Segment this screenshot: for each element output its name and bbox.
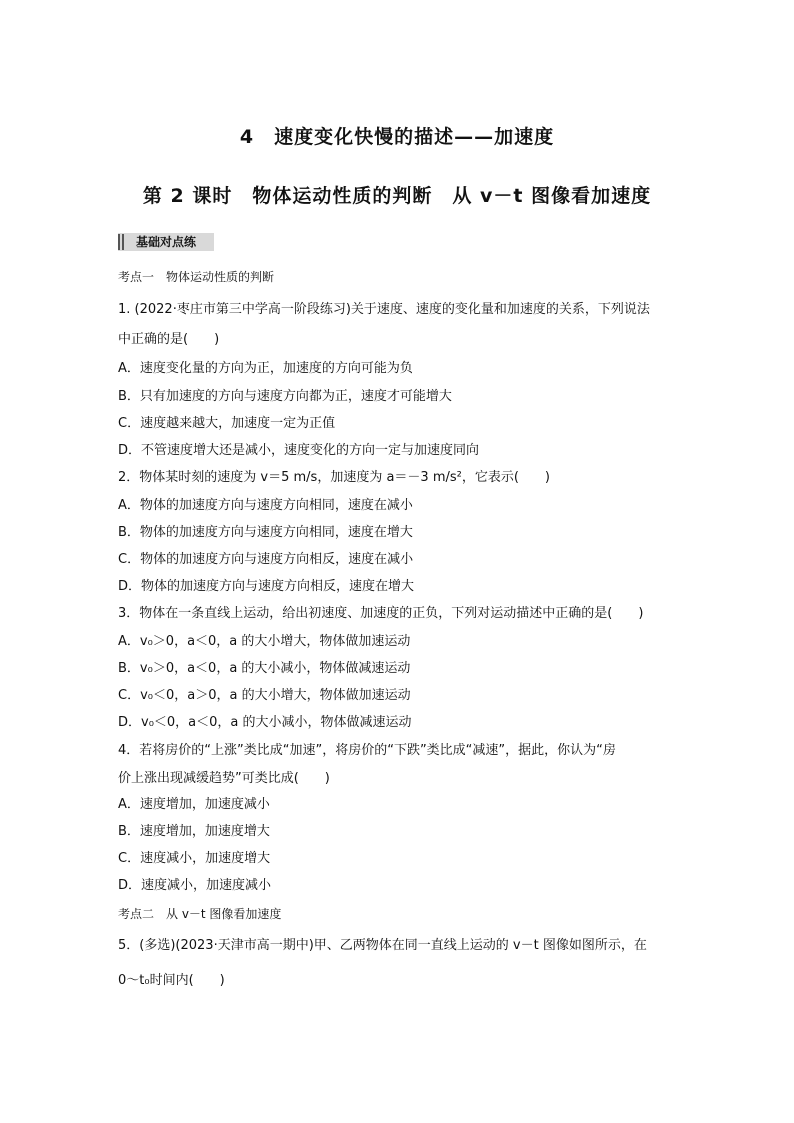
q2-option-d: D．物体的加速度方向与速度方向相反，速度在增大 [118,579,415,594]
q4-option-d: D．速度减小，加速度减小 [118,878,272,893]
tag-bar-decoration [122,234,124,250]
q5-stem-line2: 0～t₀时间内( ) [118,973,225,988]
q4-stem-line1: 4．若将房价的“上涨”类比成“加速”，将房价的“下跌”类比成“减速”，据此，你认为“房 [118,743,616,758]
q2-option-b: B．物体的加速度方向与速度方向相同，速度在增大 [118,525,413,540]
q3-stem: 3．物体在一条直线上运动，给出初速度、加速度的正负，下列对运动描述中正确的是( ) [118,606,644,621]
topic-heading-1: 考点一 物体运动性质的判断 [118,270,275,284]
q1-stem-line1: 1. (2022·枣庄市第三中学高一阶段练习)关于速度、速度的变化量和加速度的关系，下列说法 [118,302,650,317]
q1-option-b: B．只有加速度的方向与速度方向都为正，速度才可能增大 [118,389,452,404]
q2-option-a: A．物体的加速度方向与速度方向相同，速度在减小 [118,498,413,513]
q3-option-a: A．v₀＞0，a＜0，a 的大小增大，物体做加速运动 [118,634,411,649]
q1-stem-line2: 中正确的是( ) [118,332,220,347]
q1-option-c: C．速度越来越大，加速度一定为正值 [118,416,336,431]
q3-option-c: C．v₀＜0，a＞0，a 的大小增大，物体做加速运动 [118,688,411,703]
q2-option-c: C．物体的加速度方向与速度方向相反，速度在减小 [118,552,414,567]
q2-stem: 2．物体某时刻的速度为 v＝5 m/s，加速度为 a＝－3 m/s²，它表示( ) [118,470,550,485]
q3-option-b: B．v₀＞0，a＜0，a 的大小减小，物体做减速运动 [118,661,411,676]
tag-bar-decoration [118,234,120,250]
section-tag [118,233,214,251]
topic-heading-2: 考点二 从 v－t 图像看加速度 [118,907,282,921]
q5-stem-line1: 5．(多选)(2023·天津市高一期中)甲、乙两物体在同一直线上运动的 v－t 图像如图所示，在 [118,938,647,953]
lesson-title: 4 速度变化快慢的描述——加速度 [239,126,555,148]
q3-option-d: D．v₀＜0，a＜0，a 的大小减小，物体做减速运动 [118,715,412,730]
q1-option-d: D．不管速度增大还是减小，速度变化的方向一定与加速度同向 [118,443,480,458]
lesson-subtitle: 第 2 课时 物体运动性质的判断 从 v－t 图像看加速度 [142,185,652,207]
q4-option-a: A．速度增加，加速度减小 [118,797,270,812]
section-tag-label: 基础对点练 [136,235,197,249]
q1-option-a: A．速度变化量的方向为正，加速度的方向可能为负 [118,361,413,376]
q4-option-c: C．速度减小，加速度增大 [118,851,271,866]
q4-stem-line2: 价上涨出现减缓趋势”可类比成( ) [118,771,330,786]
q4-option-b: B．速度增加，加速度增大 [118,824,270,839]
